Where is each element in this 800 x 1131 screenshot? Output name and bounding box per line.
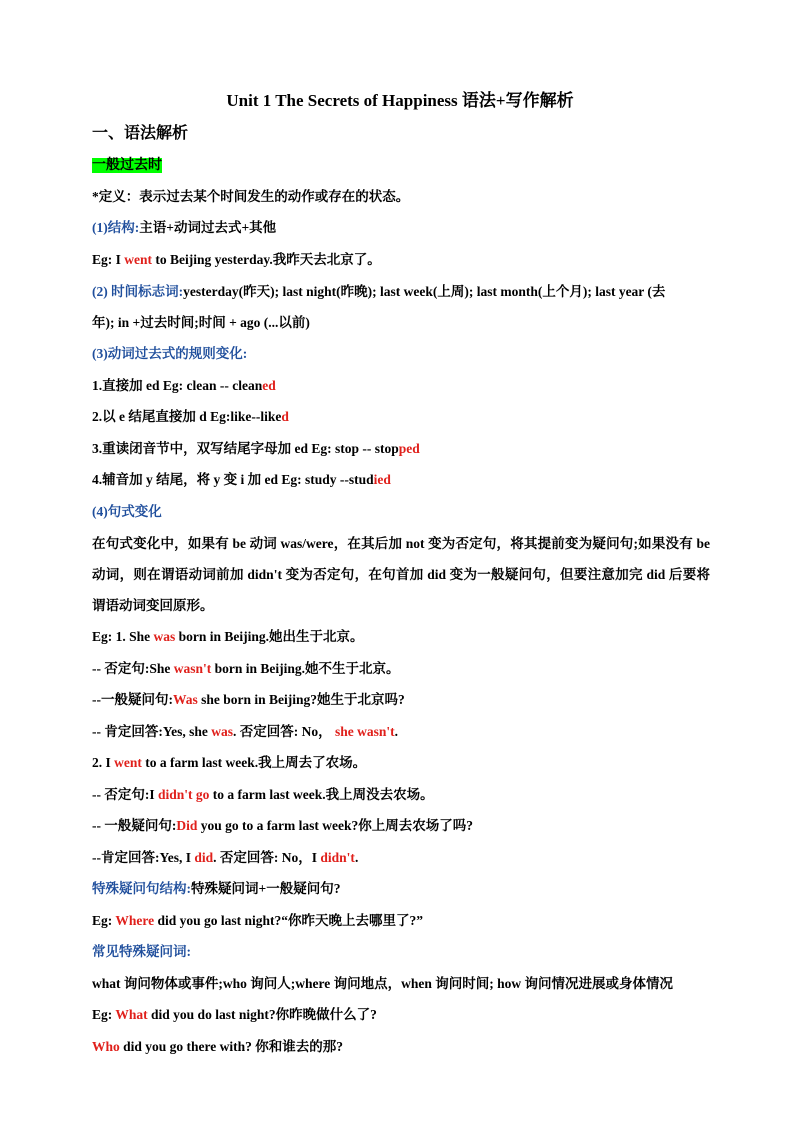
rule-suffix: ied xyxy=(373,472,391,487)
topic-heading xyxy=(92,155,710,176)
example-keyword: Was xyxy=(173,692,198,707)
example-text: . xyxy=(394,724,399,739)
example-keyword: did xyxy=(194,850,214,865)
rule-suffix: ped xyxy=(398,441,420,456)
example-keyword: she wasn't xyxy=(335,724,395,739)
example-text: . 否定回答: No， xyxy=(233,724,336,739)
example-text: Eg: 1. She xyxy=(92,629,154,644)
topic-highlight: 一般过去时 xyxy=(92,158,162,173)
example-text: Eg: xyxy=(92,1007,116,1022)
example-row xyxy=(92,785,710,805)
rule-text: 1.直接加 ed Eg: clean -- clean xyxy=(92,378,263,393)
example-keyword: didn't go xyxy=(158,787,210,802)
example-text: Eg: xyxy=(92,913,116,928)
example-row xyxy=(92,659,710,679)
rule-text: 2.以 e 结尾直接加 d Eg:like--like xyxy=(92,409,282,424)
example-text: she born in Beijing?她生于北京吗? xyxy=(197,692,405,707)
rule-item xyxy=(92,376,710,396)
time-words-line2: 年); in +过去时间;时间 + ago (...以前) xyxy=(92,315,310,330)
example-text: . 否定回答: No，I xyxy=(213,850,321,865)
section-heading: 一、语法解析 xyxy=(92,125,189,142)
special-label: 特殊疑问句结构: xyxy=(92,881,191,896)
example-keyword: Who xyxy=(92,1039,120,1054)
example-text: born in Beijing.她不生于北京。 xyxy=(211,661,400,676)
sentence-heading: (4)句式变化 xyxy=(92,504,162,519)
example-row xyxy=(92,753,710,773)
example-keyword: Where xyxy=(115,913,155,928)
example-keyword: didn't xyxy=(320,850,355,865)
time-words-line1 xyxy=(92,282,710,302)
example-keyword: was xyxy=(211,724,234,739)
example-text: to a farm last week.我上周没去农场。 xyxy=(209,787,434,802)
example-text: you go to a farm last week?你上周去农场了吗? xyxy=(197,818,473,833)
example-keyword: Did xyxy=(176,818,198,833)
example-text: -- 一般疑问句: xyxy=(92,818,177,833)
time-words-label: (2) 时间标志词: xyxy=(92,284,184,299)
example-text: to a farm last week.我上周去了农场。 xyxy=(141,755,367,770)
rule-text: 3.重读闭音节中，双写结尾字母加 ed Eg: stop -- stop xyxy=(92,441,399,456)
example-text: 2. I xyxy=(92,755,115,770)
example-keyword: was xyxy=(153,629,176,644)
structure-text: 主语+动词过去式+其他 xyxy=(139,220,277,235)
example-text: --肯定回答:Yes, I xyxy=(92,850,195,865)
time-words-text: yesterday(昨天); last night(昨晚); last week(上周); last month(上个月); last year (去 xyxy=(183,284,666,299)
example-text: . xyxy=(354,850,359,865)
example-keyword: went xyxy=(124,252,153,267)
example-row xyxy=(92,690,710,710)
rule-item xyxy=(92,470,710,490)
example-row xyxy=(92,627,710,647)
rule-item xyxy=(92,407,710,427)
special-text: 特殊疑问词+一般疑问句? xyxy=(191,881,341,896)
example-went xyxy=(92,250,710,270)
example-text: Eg: I xyxy=(92,252,125,267)
rule-text: 4.辅音加 y 结尾，将 y 变 i 加 ed Eg: study --stud xyxy=(92,472,374,487)
document-title: Unit 1 The Secrets of Happiness 语法+写作解析 xyxy=(226,91,574,110)
rule-item xyxy=(92,439,710,459)
example-text: -- 肯定回答:Yes, she xyxy=(92,724,212,739)
example-text: -- 否定句:I xyxy=(92,787,158,802)
example-text: did you go there with? 你和谁去的那? xyxy=(119,1039,344,1054)
example-text: did you go last night?“你昨天晚上去哪里了?” xyxy=(154,913,424,928)
example-keyword: wasn't xyxy=(173,661,212,676)
example-keyword: went xyxy=(114,755,142,770)
special-question-line xyxy=(92,879,710,899)
example-row xyxy=(92,722,710,742)
rule-suffix: d xyxy=(281,409,289,424)
example-text: born in Beijing.她出生于北京。 xyxy=(175,629,364,644)
example-text: -- 否定句:She xyxy=(92,661,174,676)
rules-heading: (3)动词过去式的规则变化: xyxy=(92,346,248,361)
example-row xyxy=(92,816,710,836)
rule-suffix: ed xyxy=(262,378,276,393)
example-row xyxy=(92,1037,710,1057)
sentence-paragraph: 在句式变化中，如果有 be 动词 was/were，在其后加 not 变为否定句，将其提前变为疑问句;如果没有 be 动词，则在谓语动词前加 didn't 变为否定句，在句首加 did 变为一般疑问句，但要注意加完 did 后要将谓语动词变回原形。 xyxy=(92,536,710,613)
example-row xyxy=(92,911,710,931)
structure-line xyxy=(92,218,710,238)
common-words-list: what 询问物体或事件;who 询问人;where 询问地点，when 询问时间; how 询问情况进展或身体情况 xyxy=(92,976,674,991)
example-row xyxy=(92,1005,710,1025)
common-words-heading: 常见特殊疑问词: xyxy=(92,944,191,959)
structure-label: (1)结构: xyxy=(92,220,140,235)
example-text: --一般疑问句: xyxy=(92,692,173,707)
example-text: to Beijing yesterday.我昨天去北京了。 xyxy=(152,252,381,267)
example-keyword: What xyxy=(115,1007,148,1022)
example-text: did you do last night?你昨晚做什么了? xyxy=(147,1007,377,1022)
definition: *定义：表示过去某个时间发生的动作或存在的状态。 xyxy=(92,189,410,204)
example-row xyxy=(92,848,710,868)
